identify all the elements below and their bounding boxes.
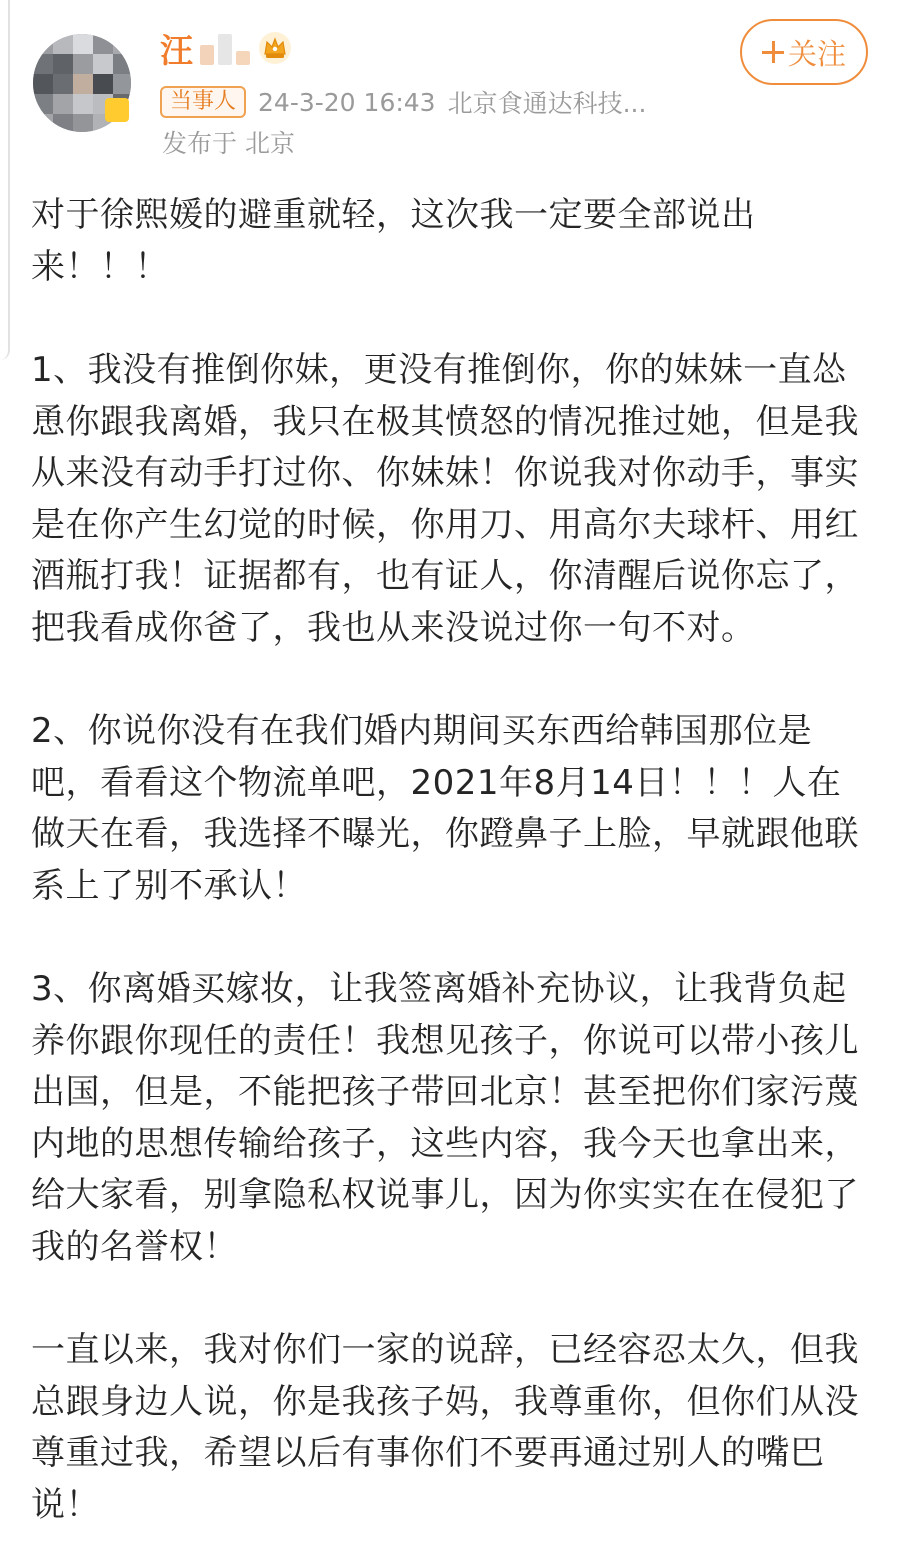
post-paragraph: 3、你离婚买嫁妆，让我签离婚补充协议，让我背负起养你跟你现任的责任！我想见孩子，你说可以带小孩儿出国，但是，不能把孩子带回北京！甚至把你们家污蔑内地的思想传输给孩子，这些内容，我今天也拿出来，给大家看，别拿隐私权说事儿，因为你实实在在侵犯了我的名誉权！ [31,969,859,1267]
avatar-pixel [93,74,113,94]
follow-button[interactable] [740,19,868,85]
avatar-pixel [113,54,131,74]
post-paragraph: 一直以来，我对你们一家的说辞，已经容忍太久，但我总跟身边人说，你是我孩子妈，我尊重你，但你们从没尊重过我，希望以后有事你们不要再通过别人的嘴巴说！ [31,1330,859,1525]
party-badge: 当事人 [160,86,246,118]
post-header [0,0,900,170]
username-row [160,24,292,72]
post-paragraph: 对于徐熙媛的避重就轻，这次我一定要全部说出来！！！ [31,195,756,287]
avatar-pixel [33,34,53,54]
avatar-pixel [93,34,113,54]
avatar-pixel [73,54,93,74]
avatar-pixel [93,54,113,74]
avatar-pixel [113,34,131,54]
avatar-pixel [73,34,93,54]
avatar-pixel [53,94,73,114]
post-time: 24-3-20 16:43 [258,87,436,117]
post-source[interactable]: 北京食通达科技... [447,89,647,118]
verified-badge-icon [105,98,129,122]
avatar-pixel [33,114,53,132]
post-meta-row [160,82,646,122]
blur-block [236,51,250,65]
avatar-pixel [53,34,73,54]
avatar-pixel [53,114,73,132]
avatar-pixel [33,74,53,94]
post-location: 发布于 北京 [162,129,295,158]
blurred-name [200,31,250,65]
blur-block [200,45,214,65]
avatar-pixel [53,74,73,94]
avatar-pixel [73,94,93,114]
avatar-pixel [33,94,53,114]
follow-label: 关注 [787,36,846,71]
avatar-pixel [73,74,93,94]
avatar-pixel [113,74,131,94]
post-body [31,190,869,1531]
post-paragraph: 1、我没有推倒你妹，更没有推倒你，你的妹妹一直怂恿你跟我离婚，我只在极其愤怒的情况推过她，但是我从来没有动手打过你、你妹妹！你说我对你动手，事实是在你产生幻觉的时候，你用刀、用高尔夫球杆、用红酒瓶打我！证据都有，也有证人，你清醒后说你忘了，把我看成你爸了，我也从来没说过你一句不对。 [31,350,859,648]
username[interactable]: 汪 [160,30,194,70]
avatar-pixel [53,54,73,74]
plus-icon [762,41,784,63]
avatar-pixel [73,114,93,132]
avatar-pixel [33,54,53,74]
crown-icon [258,31,292,65]
post-paragraph: 2、你说你没有在我们婚内期间买东西给韩国那位是吧，看看这个物流单吧，2021年8月14日！！！人在做天在看，我选择不曝光，你蹬鼻子上脸，早就跟他联系上了别不承认！ [31,711,859,906]
blur-block [218,34,232,65]
